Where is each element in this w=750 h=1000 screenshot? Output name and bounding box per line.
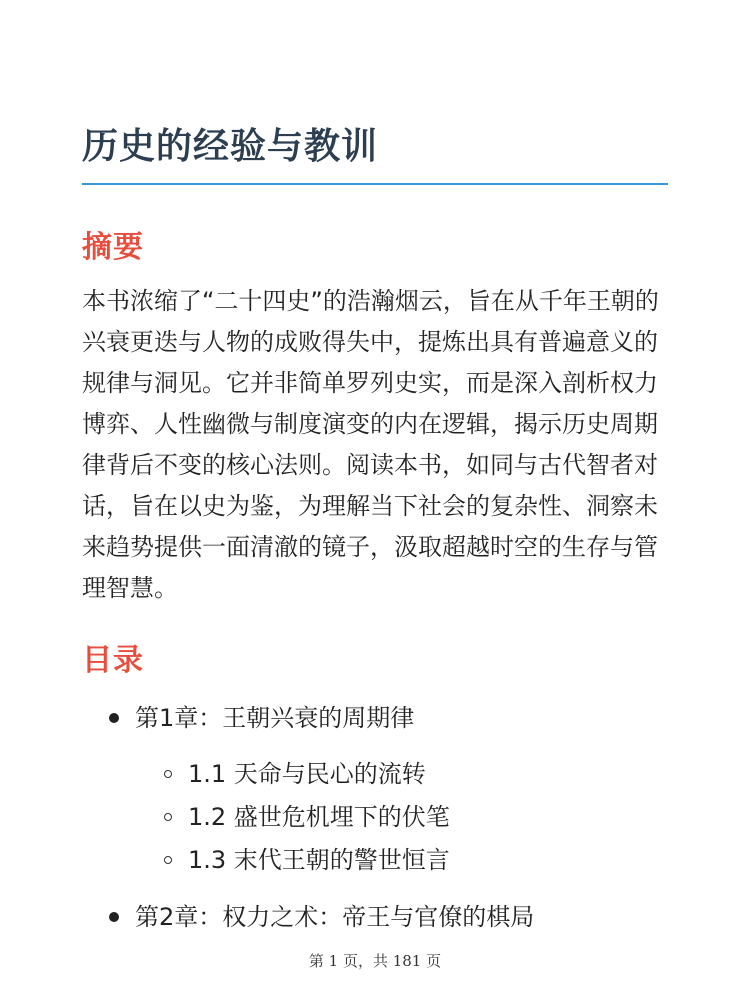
toc-heading: 目录 [82, 643, 144, 678]
toc-section-label: 1.1 天命与民心的流转 [188, 760, 426, 788]
page-indicator: 第 1 页，共 181 页 [308, 952, 442, 970]
bullet-disc-icon [109, 912, 119, 922]
document-title: 历史的经验与教训 [82, 126, 379, 167]
toc-chapter-label: 第2章：权力之术：帝王与官僚的棋局 [135, 903, 535, 931]
toc-section-label: 1.3 末代王朝的警世恒言 [188, 846, 450, 874]
toc-chapter-label: 第1章：王朝兴衰的周期律 [135, 704, 415, 732]
bullet-disc-icon [109, 713, 119, 723]
abstract-heading: 摘要 [82, 230, 144, 265]
bullet-circle-icon [164, 813, 172, 821]
abstract-text: 本书浓缩了“二十四史”的浩瀚烟云，旨在从千年王朝的兴衰更迭与人物的成败得失中，提炼出具有普遍意义的规律与洞见。它并非简单罗列史实，而是深入剖析权力博弈、人性幽微与制度演变的内在逻辑，揭示历史周期律背后不变的核心法则。阅读本书，如同与古代智者对话，旨在以史为鉴，为理解当下社会的复杂性、洞察未来趋势提供一面清澈的镜子，汲取超越时空的生存与管理智慧。 [82, 287, 659, 602]
toc-section-label: 1.2 盛世危机埋下的伏笔 [188, 803, 450, 831]
bullet-circle-icon [164, 856, 172, 864]
bullet-circle-icon [164, 770, 172, 778]
title-divider [82, 183, 668, 185]
